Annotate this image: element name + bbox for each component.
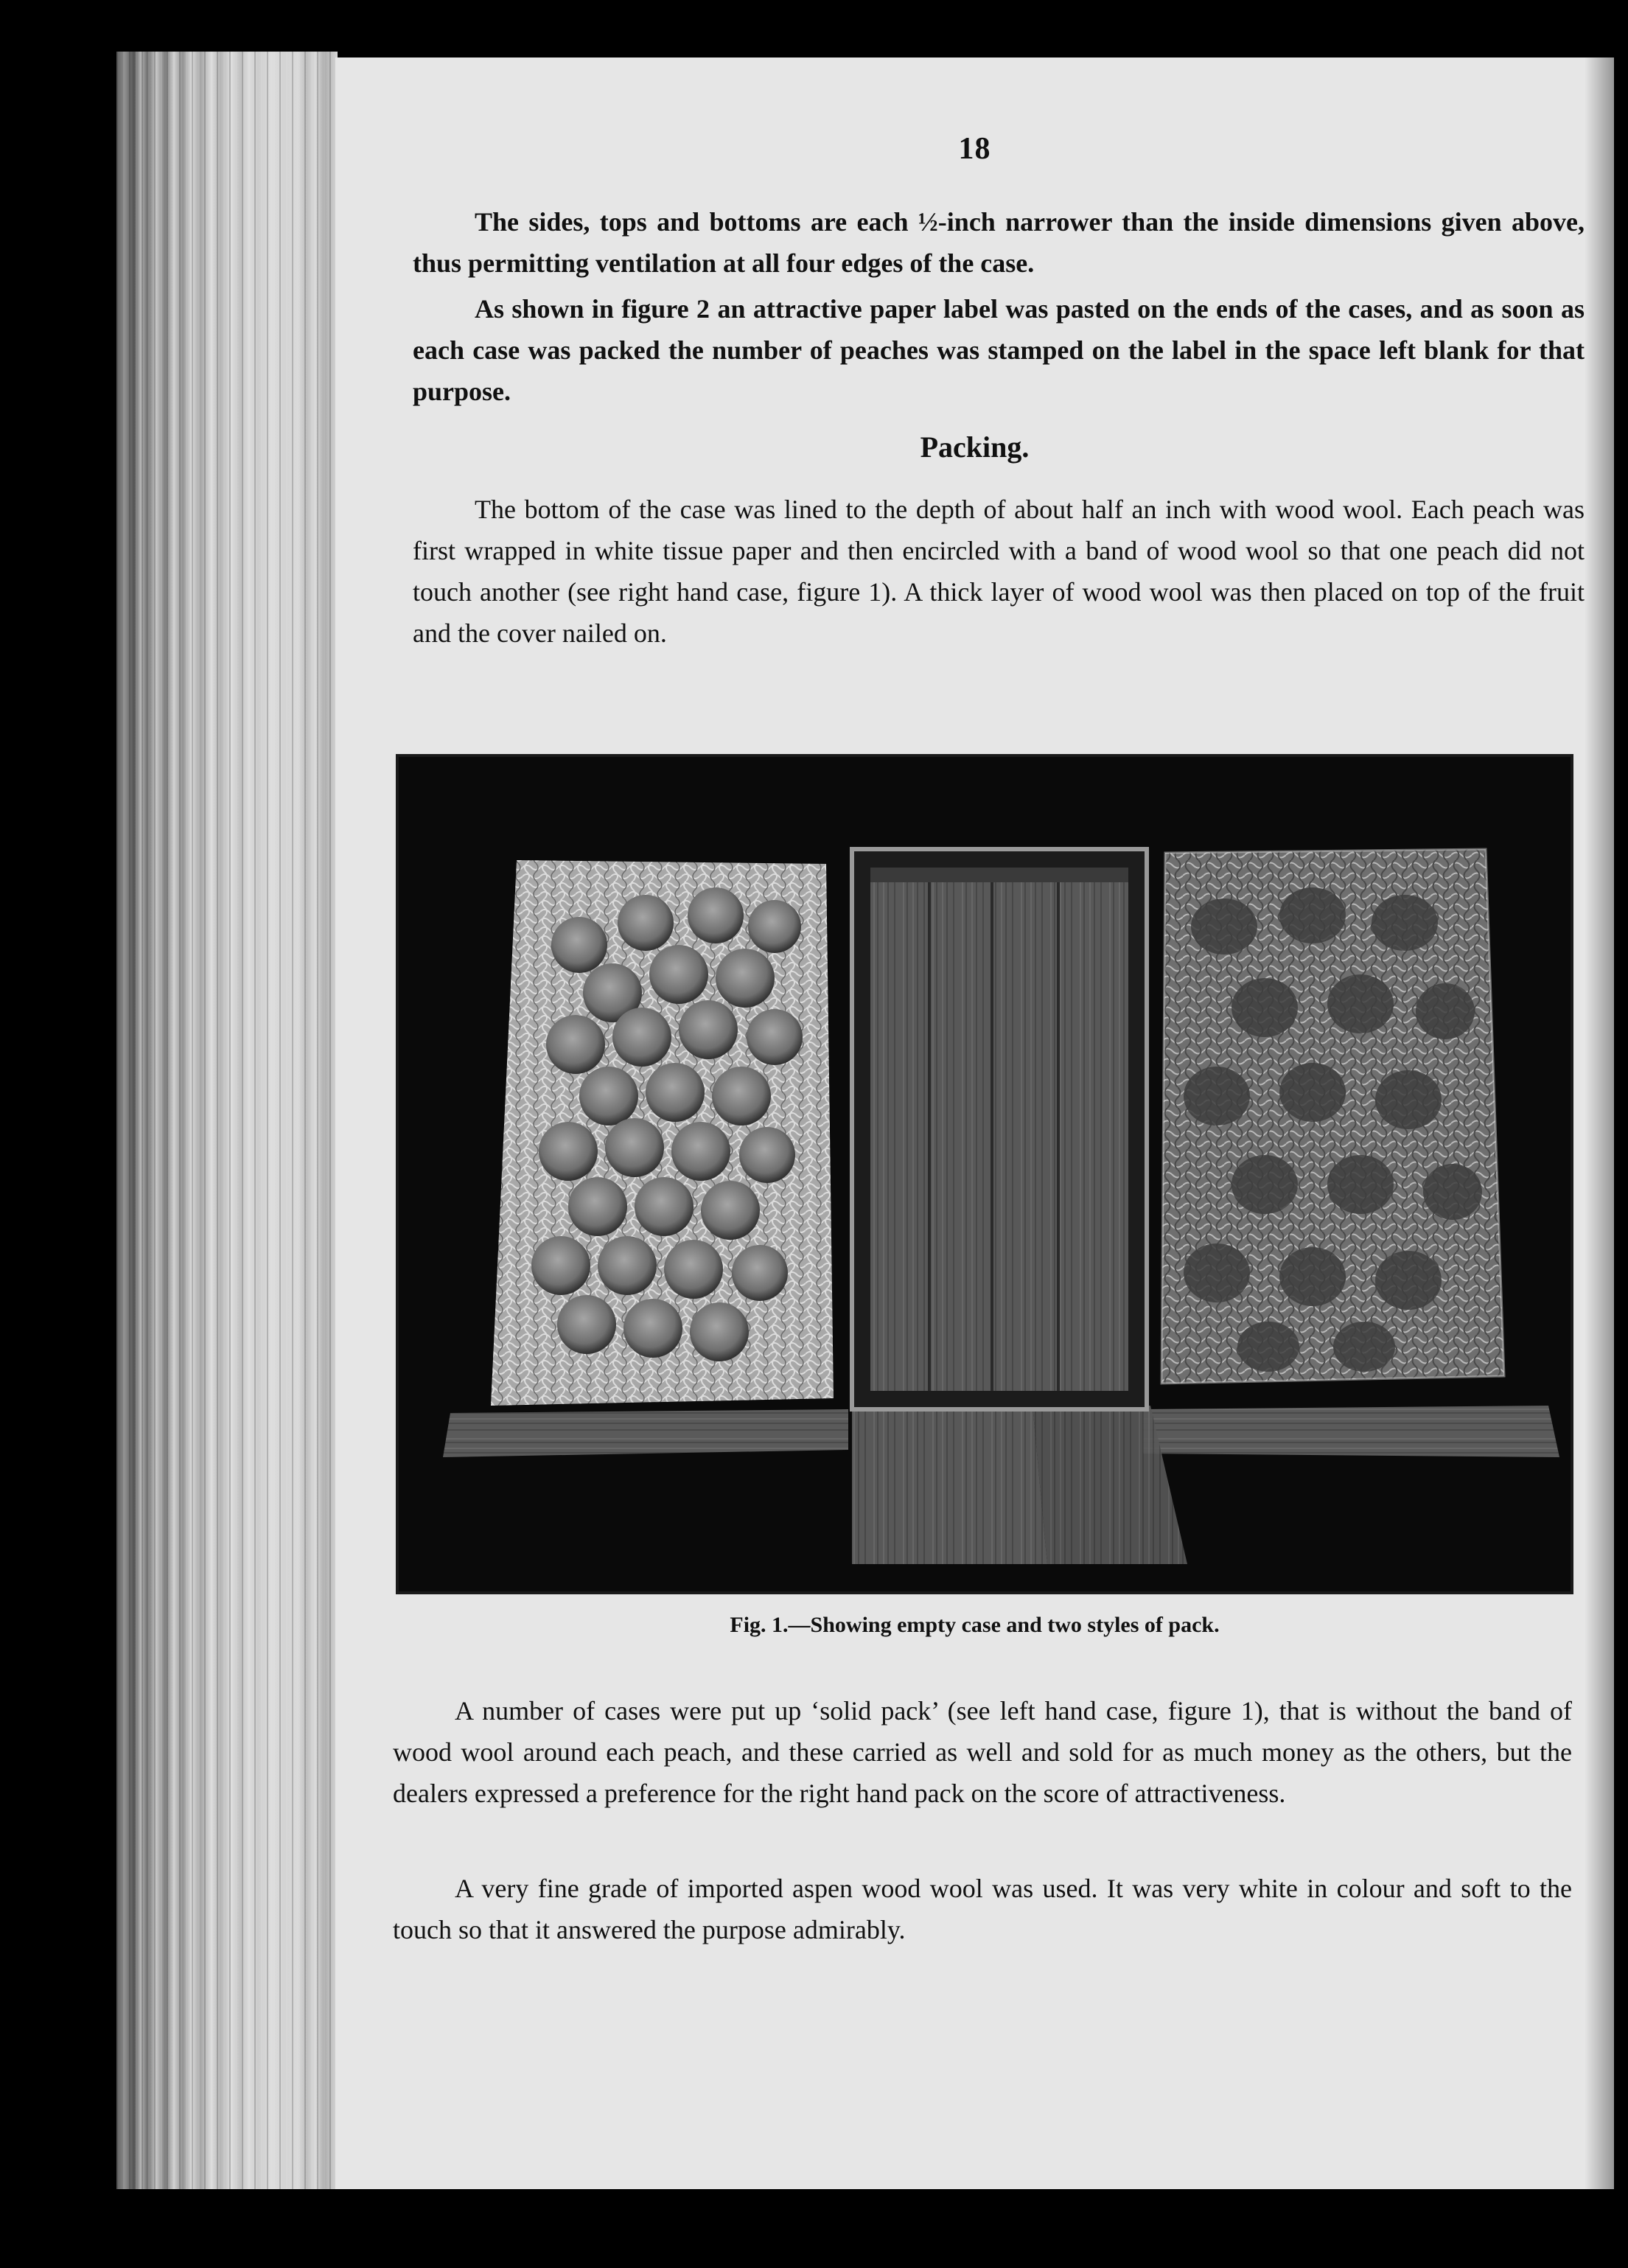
figure-photo [396, 754, 1573, 1594]
document-page [335, 57, 1614, 2189]
peach-cases-photo [399, 757, 1571, 1591]
section-heading: Packing. [920, 430, 1030, 464]
paragraph-ventilation: The sides, tops and bottoms are each ½-inch narrower than the inside dimensions given above, thus permitting ventilation at all four edges of the case. [413, 207, 1585, 278]
figure-caption: Fig. 1.—Showing empty case and two styles of pack. [730, 1613, 1220, 1637]
page-number: 18 [958, 132, 991, 166]
paragraph-solid-pack: A number of cases were put up ‘solid pack’ (see left hand case, figure 1), that is without the band of wood wool around each peach, and these carried as well and sold for as much money as the others, but the dealers expressed a preference for the right hand pack on the score of attractiveness. [393, 1696, 1572, 1808]
paragraph-packing: The bottom of the case was lined to the depth of about half an inch with wood wool. Each peach was first wrapped in white tissue paper and then encircled with a band of wood wool so that one peach did not touch another (see right hand case, figure 1). A thick layer of wood wool was then placed on top of the fruit and the cover nailed on. [413, 495, 1585, 648]
book-binding [116, 52, 338, 2189]
page-edge-shadow [1585, 57, 1614, 2189]
paragraph-wood-wool: A very fine grade of imported aspen wood wool was used. It was very white in colour and soft to the touch so that it answered the purpose admirably. [393, 1874, 1572, 1944]
paragraph-label: As shown in figure 2 an attractive paper label was pasted on the ends of the cases, and as soon as each case was packed the number of peaches was stamped on the label in the space left blank for that purpose. [413, 294, 1585, 406]
